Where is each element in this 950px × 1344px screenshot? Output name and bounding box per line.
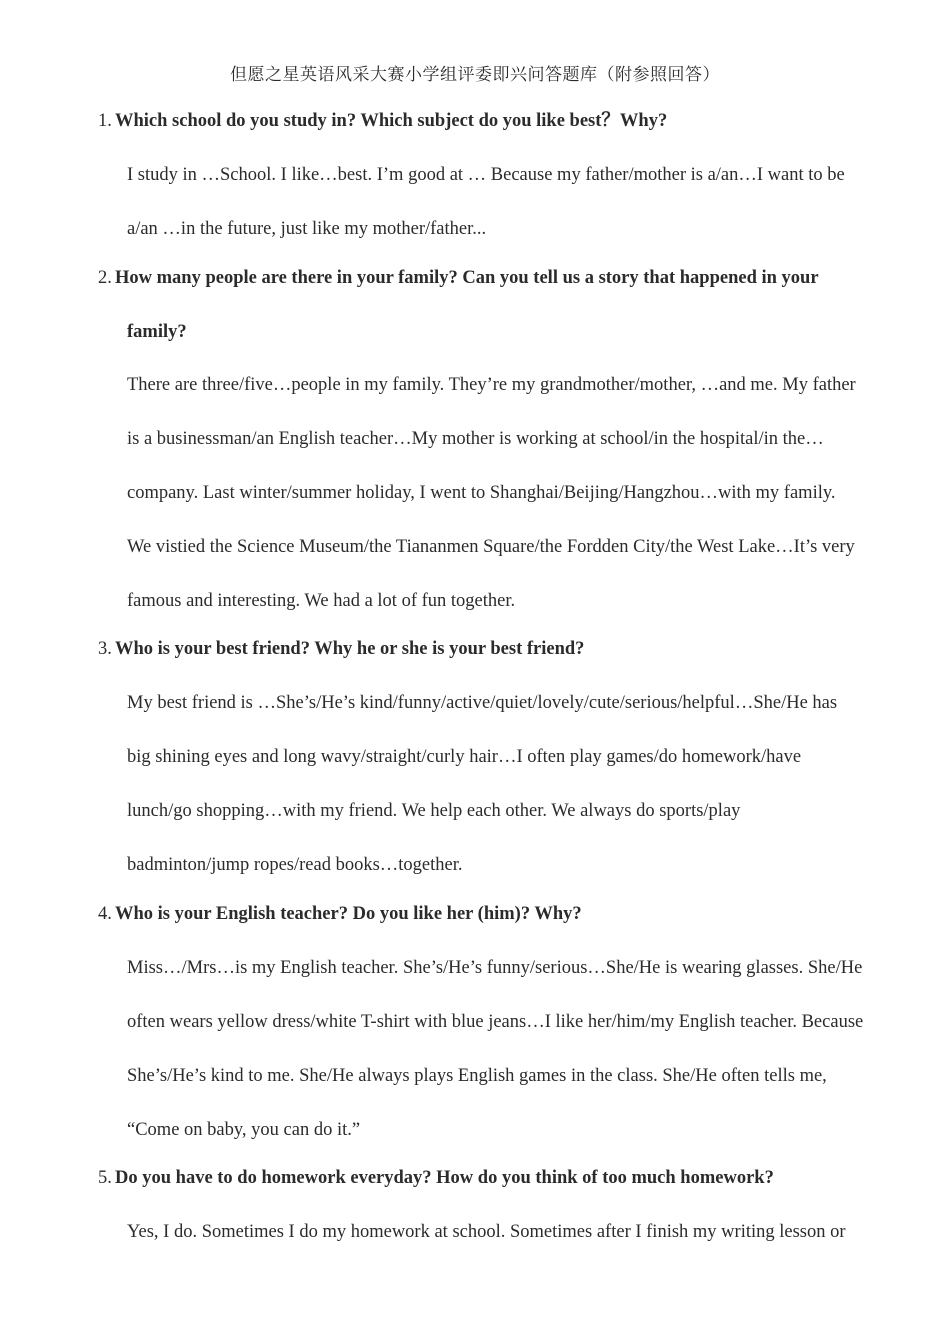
question-2 [98,251,898,359]
answer-line: “Come on baby, you can do it.” [127,1120,361,1140]
answer-line: My best friend is …She’s/He’s kind/funny/active/quiet/lovely/cute/serious/helpful…She/He has [127,693,838,713]
answer-line: often wears yellow dress/white T-shirt with blue jeans…I like her/him/my English teacher. Because [127,1012,864,1032]
answer-line: lunch/go shopping…with my friend. We help each other. We always do sports/play [127,801,741,821]
question-number: 4. [98,904,112,924]
answer-line: badminton/jump ropes/read books…together. [127,855,463,875]
question-number: 5. [98,1168,112,1188]
question-text-continued: family? [127,322,187,342]
document-title: 但愿之星英语风采大赛小学组评委即兴问答题库（附参照回答） [230,65,720,85]
answer-line: a/an …in the future, just like my mother/father... [127,219,487,239]
answer-line: is a businessman/an English teacher…My mother is working at school/in the hospital/in the… [127,429,824,449]
question-4 [98,887,898,941]
answer-5 [127,1205,897,1259]
answer-line: There are three/five…people in my family. They’re my grandmother/mother, …and me. My father [127,375,856,395]
question-text: How many people are there in your family? Can you tell us a story that happened in your [115,268,819,288]
question-text: Who is your English teacher? Do you like her (him)? Why? [115,904,582,924]
question-text: Do you have to do homework everyday? How do you think of too much homework? [115,1168,774,1188]
question-text: Which school do you study in? Which subject do you like best？Why? [115,111,668,131]
question-text: Who is your best friend? Why he or she is your best friend? [115,639,585,659]
answer-line: Yes, I do. Sometimes I do my homework at school. Sometimes after I finish my writing lesson or [127,1222,846,1242]
answer-line: famous and interesting. We had a lot of fun together. [127,591,516,611]
answer-line: Miss…/Mrs…is my English teacher. She’s/He’s funny/serious…She/He is wearing glasses. She/He [127,958,863,978]
question-3 [98,622,898,676]
answer-line: She’s/He’s kind to me. She/He always plays English games in the class. She/He often tells me, [127,1066,827,1086]
question-1 [98,94,898,148]
question-5 [98,1151,898,1205]
question-number: 1. [98,111,112,131]
answer-3 [127,676,897,892]
answer-line: We vistied the Science Museum/the Tiananmen Square/the Fordden City/the West Lake…It’s very [127,537,855,557]
answer-1 [127,148,897,256]
answer-4 [127,941,897,1157]
question-number: 3. [98,639,112,659]
answer-line: big shining eyes and long wavy/straight/curly hair…I often play games/do homework/have [127,747,802,767]
answer-2 [127,358,897,628]
answer-line: I study in …School. I like…best. I’m good at … Because my father/mother is a/an…I want to be [127,165,845,185]
question-number: 2. [98,268,112,288]
answer-line: company. Last winter/summer holiday, I went to Shanghai/Beijing/Hangzhou…with my family. [127,483,836,503]
